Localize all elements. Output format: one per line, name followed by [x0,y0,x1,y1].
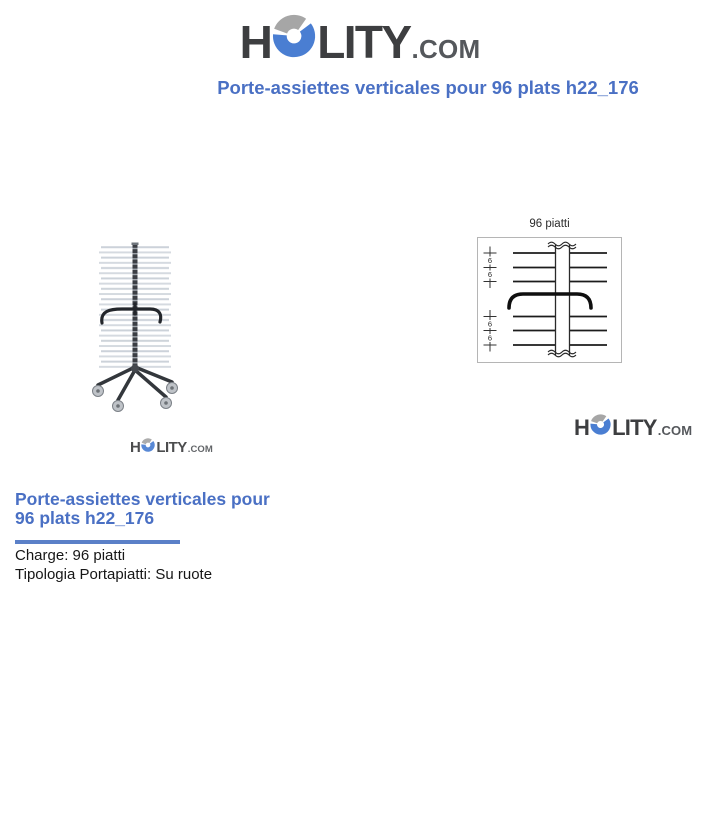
holity-watermark-right [574,414,692,439]
holity-o-icon [272,14,316,58]
title-divider [15,540,180,544]
detail-title-line2: 96 plats h22_176 [15,508,155,528]
dim-label: 6 [487,319,493,329]
logo-text-lity: LITY [156,439,187,456]
holity-watermark-left [130,438,213,455]
o-icon-gray-arc [144,440,151,443]
product-photo [82,239,188,425]
logo-text-h: H [239,16,272,68]
plate-rack-image [82,239,188,425]
spec-tipologia: Tipologia Portapiatti: Su ruote [15,566,213,583]
diagram-frame [478,238,622,363]
detail-title-line1: Porte-assiettes verticales pour [15,489,270,509]
logo-text-com: .COM [411,34,481,64]
holity-logo[interactable] [0,14,720,68]
diagram-caption: 96 piatti [529,218,570,230]
product-detail-title [15,490,295,528]
dim-label: 6 [487,270,493,279]
logo-text-com: .COM [657,423,693,438]
logo-text-h: H [130,439,141,456]
page-title: Porte-assiettes verticales pour 96 plats h22_176 [217,77,639,98]
spec-charge: Charge: 96 piatti [15,547,126,564]
dim-label: 6 [487,333,493,343]
o-icon-gray-arc [281,22,303,31]
holity-o-icon [141,438,155,452]
logo-text-lity: LITY [317,16,411,68]
dimension-chain-bottom [484,310,497,352]
dimension-diagram [477,237,622,363]
logo-text-lity: LITY [612,415,657,440]
logo-text-com: .COM [187,444,213,455]
dimension-chain-top [484,247,497,289]
holity-o-icon [590,414,611,435]
dim-label: 6 [487,256,493,265]
o-icon-gray-arc [594,418,604,422]
logo-text-h: H [574,415,590,440]
